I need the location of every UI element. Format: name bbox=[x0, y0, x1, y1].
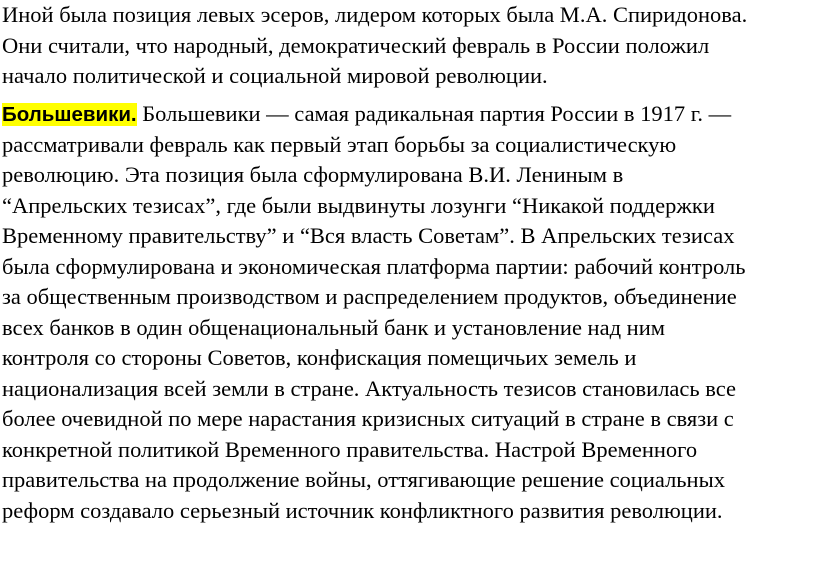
text-line: революцию. Эта позиция была сформулирована В.И. Лениным в bbox=[2, 162, 624, 187]
text-line: контроля со стороны Советов, конфискация помещичьих земель и bbox=[2, 345, 637, 370]
text-line: конкретной политикой Временного правительства. Настрой Временного bbox=[2, 436, 698, 462]
text-line: Они считали, что народный, демократический февраль в России положил bbox=[2, 32, 710, 58]
text-line: рассматривали февраль как первый этап борьбы за социалистическую bbox=[2, 131, 677, 157]
text-line: национализация всей земли в стране. Актуальность тезисов становилась все bbox=[2, 375, 737, 401]
text-line-rest: Большевики — самая радикальная партия России в 1917 г. — bbox=[136, 101, 732, 126]
text-line: Иной была позиция левых эсеров, лидером которых была М.А. Спиридонова. bbox=[2, 2, 748, 27]
text-line: всех банков в один общенациональный банк и установление над ним bbox=[2, 314, 665, 340]
text-line: реформ создавало серьезный источник конфликтного развития революции. bbox=[2, 497, 723, 523]
paragraph-left-sr bbox=[2, 0, 814, 92]
highlighted-term: Большевики. bbox=[2, 103, 137, 126]
text-line: была сформулирована и экономическая платформа партии: рабочий контроль bbox=[2, 253, 746, 279]
text-line: за общественным производством и распределением продуктов, объединение bbox=[2, 284, 737, 309]
text-line-first bbox=[2, 99, 814, 130]
paragraph-bolsheviks bbox=[2, 99, 814, 526]
text-line: правительства на продолжение войны, оттягивающие решение социальных bbox=[2, 467, 725, 492]
text-line: Временному правительству” и “Вся власть Советам”. В Апрельских тезисах bbox=[2, 223, 735, 248]
text-line: начало политической и социальной мировой революции. bbox=[2, 63, 548, 88]
text-line: более очевидной по мере нарастания кризисных ситуаций в стране в связи с bbox=[2, 406, 734, 431]
text-line: “Апрельских тезисах”, где были выдвинуты лозунги “Никакой поддержки bbox=[2, 192, 715, 218]
